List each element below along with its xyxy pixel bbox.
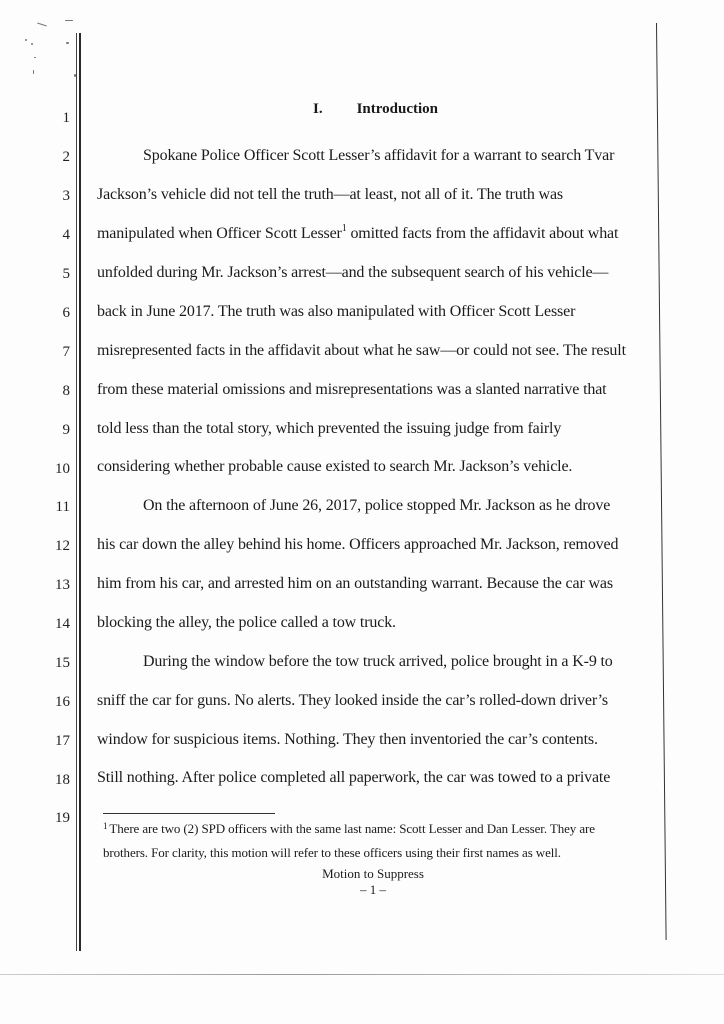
body-text: manipulated when Officer Scott Lesser <box>97 225 342 242</box>
line-number: 14 <box>55 616 70 632</box>
left-margin-rule-double <box>79 33 81 951</box>
line-number: 10 <box>55 461 70 477</box>
line-number: 4 <box>62 227 70 243</box>
line-number: 13 <box>55 577 70 593</box>
footnote-line <box>103 821 595 836</box>
body-text: omitted facts from the affidavit about what <box>346 225 619 242</box>
body-line: considering whether probable cause existed to search Mr. Jackson’s vehicle. <box>97 458 573 475</box>
line-number: 6 <box>62 305 70 321</box>
body-line: sniff the car for guns. No alerts. They looked inside the car’s rolled-down driver’s <box>97 692 608 709</box>
line-number: 11 <box>55 499 70 515</box>
scan-artifact <box>34 57 36 58</box>
line-number: 1 <box>62 110 70 126</box>
scan-artifact <box>33 70 34 74</box>
left-margin-rule <box>76 33 77 951</box>
line-number: 18 <box>55 772 70 788</box>
footnote-marker: 1 <box>103 821 108 831</box>
line-number: 15 <box>55 655 70 671</box>
body-line: him from his car, and arrested him on an outstanding warrant. Because the car was <box>97 575 613 592</box>
line-number: 7 <box>62 344 70 360</box>
scan-artifact <box>66 42 69 44</box>
body-line: window for suspicious items. Nothing. They then inventoried the car’s contents. <box>97 731 598 748</box>
body-line: Jackson’s vehicle did not tell the truth—at least, not all of it. The truth was <box>97 186 563 203</box>
scan-artifact <box>65 20 73 21</box>
body-line <box>97 225 618 243</box>
body-line: During the window before the tow truck arrived, police brought in a K-9 to <box>143 653 613 670</box>
body-line: unfolded during Mr. Jackson’s arrest—and the subsequent search of his vehicle— <box>97 264 609 281</box>
footer-page-number: – 1 – <box>360 882 386 897</box>
body-line: back in June 2017. The truth was also manipulated with Officer Scott Lesser <box>97 303 576 320</box>
scan-artifact <box>25 39 27 41</box>
body-line: blocking the alley, the police called a tow truck. <box>97 614 396 631</box>
footnote-line: brothers. For clarity, this motion will refer to these officers using their first names as well. <box>103 845 561 860</box>
right-margin-rule <box>656 23 667 940</box>
section-heading <box>313 101 438 118</box>
line-number: 2 <box>62 149 70 165</box>
body-line: told less than the total story, which prevented the issuing judge from fairly <box>97 420 562 437</box>
line-number: 3 <box>62 188 70 204</box>
footer-document-title: Motion to Suppress <box>322 866 424 881</box>
footnote-reference[interactable]: 1 <box>341 223 347 234</box>
body-line: from these material omissions and misrepresentations was a slanted narrative that <box>97 381 607 398</box>
line-number: 8 <box>62 383 70 399</box>
footnote-separator <box>103 813 275 814</box>
line-number: 16 <box>55 694 70 710</box>
section-title: Introduction <box>356 101 439 117</box>
body-line: his car down the alley behind his home. Officers approached Mr. Jackson, removed <box>97 536 619 553</box>
sheet-bottom-edge <box>0 974 724 975</box>
section-number: I. <box>313 101 323 117</box>
line-number: 17 <box>55 733 70 749</box>
line-number: 5 <box>62 266 70 282</box>
line-number: 19 <box>55 810 70 826</box>
scan-artifact <box>31 43 33 45</box>
footnote-text: There are two (2) SPD officers with the same last name: Scott Lesser and Dan Lesser. They are <box>109 821 595 836</box>
body-line: misrepresented facts in the affidavit about what he saw—or could not see. The result <box>97 342 626 359</box>
line-number: 12 <box>55 538 70 554</box>
scan-artifact <box>37 22 47 26</box>
body-line: On the afternoon of June 26, 2017, police stopped Mr. Jackson as he drove <box>143 497 611 514</box>
body-line: Spokane Police Officer Scott Lesser’s affidavit for a warrant to search Tvar <box>143 147 615 164</box>
line-number: 9 <box>62 422 70 438</box>
body-line: Still nothing. After police completed all paperwork, the car was towed to a private <box>97 769 611 786</box>
